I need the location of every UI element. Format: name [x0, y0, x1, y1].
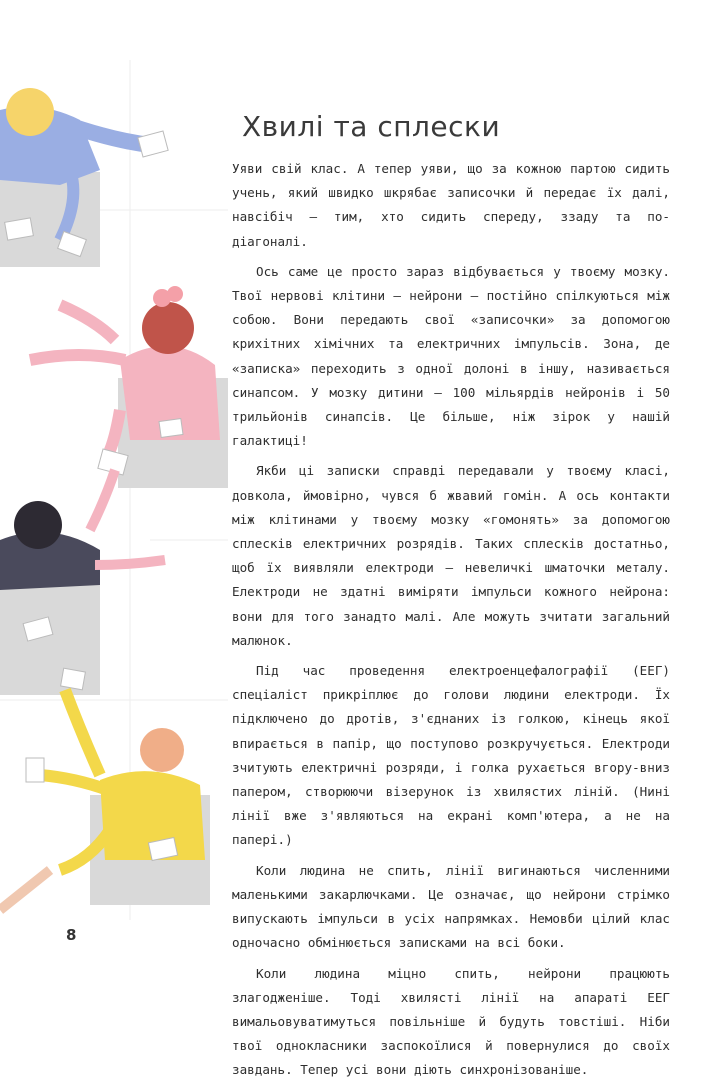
student-1 — [0, 88, 168, 267]
desk-3 — [0, 585, 100, 695]
head-1 — [6, 88, 54, 136]
student-3 — [0, 470, 165, 695]
page-title: Хвилі та сплески — [242, 110, 501, 143]
paragraph-2: Ось саме це просто зараз відбувається у твоєму мозку. Твої нервові клітини — нейрони — постійно спілкуються між собою. Вони передають свої «записочки» за допомогою крихітних хімічних та електричних імпульсів. Зона, де «записка» переходить з одної долоні в іншу, називається синапсом. У мозку дитини — 100 мільярдів нейронів і 50 трильйонів синапсів. Це більше, ніж зірок у нашій галактиці! — [232, 263, 670, 449]
head-2 — [142, 302, 194, 354]
desk-1 — [0, 172, 100, 267]
classroom-illustration — [0, 60, 228, 960]
student-2 — [30, 286, 228, 488]
paragraph-4: Під час проведення електроенцефалографії (ЕЕГ) спеціаліст прикріплює до голови людини електроди. Їх підключено до дротів, з'єднаних із голкою, кінець якої впирається в папір, що поступово розкручується. Електроди зчитують електричні розряди, і голка рухається вгору-вниз папером, створюючи візерунок із хвилястих ліній. (Нині лінії вже з'являються на екрані комп'ютера, а не на папері.) — [232, 663, 670, 848]
note-1 — [138, 131, 168, 157]
head-3 — [14, 501, 62, 549]
paragraph-5: Коли людина не спить, лінії вигинаються численними маленькими закарлючками. Це означає, що нейрони стрімко випускають імпульси в усіх напрямках. Немовби цілий клас одночасно обмінюється записками на всі боки. — [232, 862, 670, 951]
paragraph-3: Якби ці записки справді передавали у твоєму класі, довкола, ймовірно, чувся б жвавий гомін. А ось контакти між клітинами у твоєму мозку «гомонять» за допомогою сплесків електричних розрядів. Таких сплесків достатньо, щоб їх виявляли електроди — невеличкі шматочки металу. Електроди не здатні виміряти імпульси кожного нейрона: вони для того занадто малі. Але можуть зчитати загальний малюнок. — [232, 463, 670, 648]
head-4 — [140, 728, 184, 772]
article — [232, 110, 670, 1089]
paragraph-6: Коли людина міцно спить, нейрони працюють злагодженіше. Тоді хвилясті лінії на апараті ЕЕГ вимальовуватимуться повільніше й будуть товстіші. Ніби твої однокласники заспокоїлися й повернулися до своїх завдань. Тепер усі вони діють синхронізованіше. — [232, 965, 670, 1078]
student-4 — [0, 690, 210, 910]
paragraph-1: Уяви свій клас. А тепер уяви, що за кожною партою сидить учень, який швидко шкрябає записочки й передає їх далі, навсібіч — тим, хто сидить спереду, ззаду та по-діагоналі. — [232, 161, 670, 249]
page-number: 8 — [66, 926, 77, 944]
